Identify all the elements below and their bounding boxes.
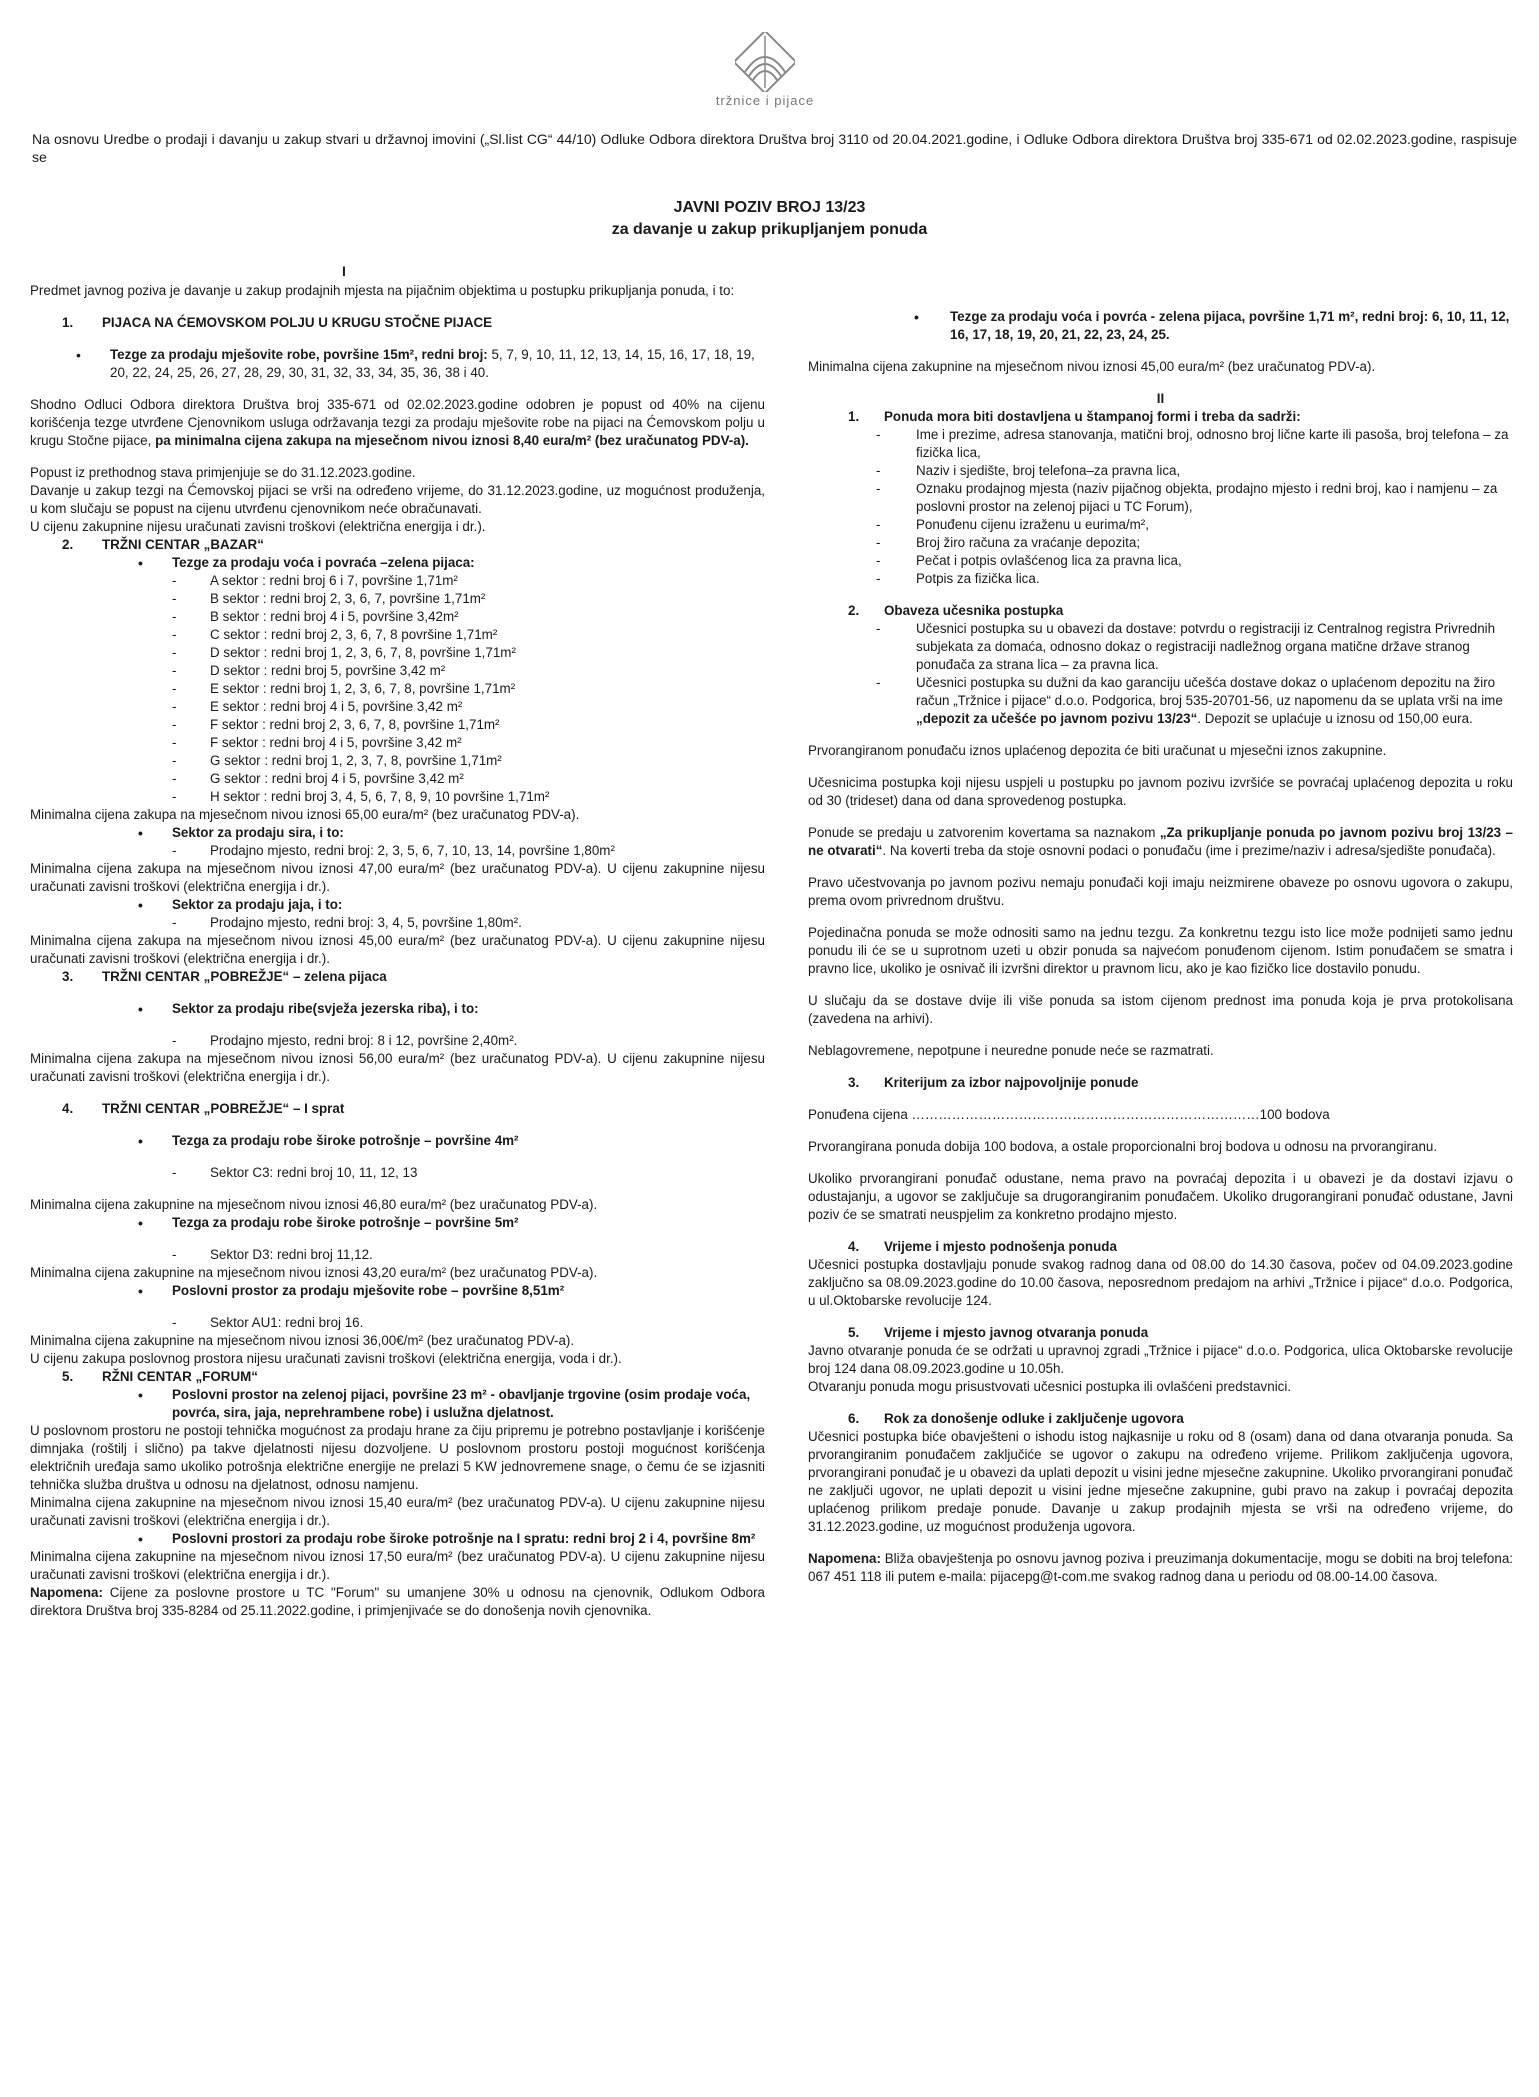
title-line-2: za davanje u zakup prikupljanjem ponuda [611,221,928,238]
section-5-note-text: Cijene za poslovne prostore u TC "Forum" su umanjene 30% u odnosu na cjenovnik, Odlukom Odbora direktora Društva broj 335-8284 od 25.11.2022.godine, i primjenjivaće se do donošenja novih cjenovnika. [30,1585,765,1618]
paragraph-same-price: U slučaju da se dostave dvije ili više ponuda sa istom cijenom prednost ima ponuda koja je prva protokolisana (zavedena na arhivi). [808,993,1513,1026]
section-roman-2: II [1156,391,1165,406]
section-4-heading [30,1100,765,1118]
section-4-min-price-3: Minimalna cijena zakupnine na mjesečnom nivou iznosi 36,00€/m² (bez uračunatog PDV-a). [30,1333,575,1348]
section-2-min-price-3: Minimalna cijena zakupa na mjesečnom nivou iznosi 45,00 eura/m² (bez uračunatog PDV-a). U cijenu zakupnine nijesu uračunati zavisni troškovi (električna energija i dr.). [30,933,765,966]
part-4-title: Vrijeme i mjesto podnošenja ponuda [884,1239,1117,1254]
part-5-heading [808,1324,1513,1342]
voce-bullet: • Tezge za prodaju voća i povrća - zelena pijaca, površine 1,71 m², redni broj: 6, 10, 11, 12, 16, 17, 18, 19, 20, 21, 22, 23, 24, 25. [808,308,1513,344]
section-4-bullet-3: • Poslovni prostor za prodaju mješovite robe – površine 8,51m² [30,1282,765,1300]
part-1-list [808,426,1513,588]
section-2-min-price-2: Minimalna cijena zakupa na mjesečnom nivou iznosi 47,00 eura/m² (bez uračunatog PDV-a). U cijenu zakupnine nijesu uračunati zavisni troškovi (električna energija i dr.). [30,861,765,894]
section-5-paragraph-1: U poslovnom prostoru ne postoji tehnička mogućnost za prodaju hrane za čiju pripremu je potrebno postavljanje i korišćenje dimnjaka (roštilj i slično) pa takve djelatnosti nijesu dozvoljene. U poslovnom prostoru postoji mogućnost korišćenja električnih uređaja samo ukoliko potrošnja električne energije ne prelazi 5 KW jednovremene snage, o čemu će se izjasniti tehnička služba društva u odnosu na djelatnost, odnosu namjenu. [30,1423,765,1492]
section-4-bullet-1: • Tezga za prodaju robe široke potrošnje – površine 4m² [30,1132,765,1150]
section-4-bullet-2: • Tezga za prodaju robe široke potrošnje – površine 5m² [30,1214,765,1232]
sector-item: - B sektor : redni broj 2, 3, 6, 7, površine 1,71m² [30,590,765,608]
part-2-heading [808,602,1513,620]
section-roman-1: I [342,263,346,279]
section-2-bullet-3-item: - Prodajno mjesto, redni broj: 3, 4, 5, površine 1,80m². [30,914,765,932]
section-4-title: TRŽNI CENTAR „POBREŽJE“ – I sprat [102,1101,345,1116]
requirement-item: - Oznaku prodajnog mjesta (naziv pijačnog objekta, prodajno mjesto i redni broj, kao i namjenu – za poslovni prostor na zelenoj pijaci u TC Forum), [808,480,1513,516]
sector-item: - A sektor : redni broj 6 i 7, površine 1,71m² [30,572,765,590]
paragraph-deposit-return: Učesnicima postupka koji nijesu uspjeli u postupku po javnom pozivu izvršiće se povraćaj uplaćenog depozita u roku od 30 (trideset) dana od dana sprovedenog postupka. [808,775,1513,808]
section-2-bullet-2: • Sektor za prodaju sira, i to: [30,824,765,842]
section-1-heading [30,314,765,332]
section-2-bullet-2-item: - Prodajno mjesto, redni broj: 2, 3, 5, 6, 7, 10, 13, 14, površine 1,80m² [30,842,765,860]
part-6-heading [808,1410,1513,1428]
opening-paragraph-2: Otvaranju ponuda mogu prisustvovati učesnici postupka ili ovlašćeni predstavnici. [808,1379,1292,1394]
part-2-number: 2. [848,603,860,618]
section-1-paragraph-4: U cijenu zakupnine nijesu uračunati zavisni troškovi (električna energija i dr.). [30,519,486,534]
paragraph-deposit-credit: Prvorangiranom ponuđaču iznos uplaćenog depozita će biti uračunat u mjesečni iznos zakupnine. [808,743,1387,758]
section-4-min-price-1: Minimalna cijena zakupnine na mjesečnom nivou iznosi 46,80 eura/m² (bez uračunatog PDV-a). [30,1197,598,1212]
section-1-bullet-bold: Tezge za prodaju mješovite robe, površine 15m², redni broj: [110,347,488,362]
requirement-item: - Naziv i sjedište, broj telefona–za pravna lica, [808,462,1513,480]
contact-note-text: Bliža obavještenja po osnovu javnog poziva i preuzimanja dokumentacije, mogu se dobiti na broj telefona: 067 451 118 ili putem e-maila: pijacepg@t-com.me svakog radnog dana u periodu od 08.00-14.00 časova. [808,1551,1513,1584]
sector-item: - F sektor : redni broj 2, 3, 6, 7, 8, površine 1,71m² [30,716,765,734]
part-1-title: Ponuda mora biti dostavljena u štampanoj formi i treba da sadrži: [884,409,1301,424]
part-1-heading [808,408,1513,426]
section-3-heading [30,968,765,986]
section-3-bullet-item: - Prodajno mjesto, redni broj: 8 i 12, površine 2,40m². [30,1032,765,1050]
decision-paragraph: Učesnici postupka biće obavješteni o ishodu istog najkasnije u roku od 8 (osam) dana od dana otvaranja ponuda. Sa prvorangiranim ponuđačem zaključiće se ugovor o zakupu na određeno vrijeme. Prilikom zaključenja ugovora, prvorangirani ponuđač je u obavezi da uplati depozit u visini jedne mjesečne zakupnine. Ukoliko prvorangirani ponuđač ne zaključi ugovor, ne uplati depozit u visini jedne mjesečne zakupnine, gubi pravo na zakup i povraćaj depozita uplaćenog prilikom predaje ponude. Davanje u zakup prodajnih mjesta se vrši na određeno vrijeme, do 31.12.2023.godine, uz mogućnost produženja ugovora. [808,1429,1513,1534]
section-5-title: RŽNI CENTAR „FORUM“ [102,1369,258,1384]
sector-item: - E sektor : redni broj 4 i 5, površine 3,42 m² [30,698,765,716]
sector-item: - D sektor : redni broj 1, 2, 3, 6, 7, 8, površine 1,71m² [30,644,765,662]
criteria-paragraph-1: Prvorangirana ponuda dobija 100 bodova, a ostale proporcionalni broj bodova u odnosu na prvorangiranu. [808,1139,1438,1154]
section-3-bullet: • Sektor za prodaju ribe(svježa jezerska riba), i to: [30,1000,765,1018]
part-6-title: Rok za donošenje odluke i zaključenje ugovora [884,1411,1184,1426]
sector-item: - H sektor : redni broj 3, 4, 5, 6, 7, 8, 9, 10 površine 1,71m² [30,788,765,806]
section-1-number: 1. [62,315,74,330]
section-2-heading [30,536,765,554]
logo-emblem-icon [735,32,795,92]
right-column [808,308,1513,1586]
submission-paragraph: Učesnici postupka dostavljaju ponude svakog radnog dana od 08.00 do 14.30 časova, počev od 04.09.2023.godine zaključno sa 08.09.2023.godine do 10.00 časova, neposrednom predajom na arhivi „Tržnice i pijace“ d.o.o. Podgorica, u ul.Oktobarske revolucije 124. [808,1257,1513,1308]
obligation-item-2-bold: „depozit za učešće po javnom pozivu 13/23“ [916,711,1198,726]
section-5-bullet-1: • Poslovni prostor na zelenoj pijaci, površine 23 m² - obavljanje trgovine (osim prodaje voća, povrća, sira, jaja, neprehrambene robe) i uslužna djelatnost. [30,1386,765,1422]
paragraph-single-offer: Pojedinačna ponuda se može odnositi samo na jednu tezgu. Za konkretnu tezgu isto lice može podnijeti samo jednu ponudu ili će se u suprotnom uzeti u obzir ponuda sa najvećom ponuđenom cijenom. Istim ponuđačem se smatra i pravno lice, ukoliko je osnivač ili izvršni direktor u pravnom licu, ako je kao fizičko lice dostavilo ponudu. [808,925,1513,976]
part-2-title: Obaveza učesnika postupka [884,603,1064,618]
section-1-discount-paragraph [30,396,765,450]
part-3-heading [808,1074,1513,1092]
part-4-heading [808,1238,1513,1256]
section-5-min-price-1: Minimalna cijena zakupnine na mjesečnom nivou iznosi 15,40 eura/m² (bez uračunatog PDV-a). U cijenu zakupnine nijesu uračunati zavisni troškovi (električna energija i dr.). [30,1495,765,1528]
section-4-bullet-3-item: - Sektor AU1: redni broj 16. [30,1314,765,1332]
section-2-min-price-1: Minimalna cijena zakupa na mjesečnom nivou iznosi 65,00 eura/m² (bez uračunatog PDV-a). [30,807,580,822]
section-4-min-price-2: Minimalna cijena zakupnine na mjesečnom nivou iznosi 43,20 eura/m² (bez uračunatog PDV-a). [30,1265,598,1280]
section-2-bullet-3: • Sektor za prodaju jaja, i to: [30,896,765,914]
logo-text: tržnice i pijace [715,93,815,108]
requirement-item: - Ime i prezime, adresa stanovanja, matični broj, odnosno broj lične karte ili pasoša, broj telefona – za fizička lica, [808,426,1513,462]
predmet-paragraph: Predmet javnog poziva je davanje u zakup prodajnih mjesta na pijačnim objektima u postupku prikupljanja ponuda, i to: [30,283,735,298]
part-5-title: Vrijeme i mjesto javnog otvaranja ponuda [884,1325,1149,1340]
section-3-number: 3. [62,969,74,984]
paragraph-envelope-end: . Na koverti treba da stoje osnovni podaci o ponuđaču (ime i prezime/naziv i adresa/sjedište ponuđača). [882,843,1496,858]
document-title [0,197,1539,241]
part-4-number: 4. [848,1239,860,1254]
opening-paragraph-1: Javno otvaranje ponuda će se održati u upravnoj zgradi „Tržnice i pijace“ d.o.o. Podgorica, ulica Oktobarske revolucije broj 124 dana 08.09.2023.godine u 10.05h. [808,1343,1513,1376]
paragraph-late-offers: Neblagovremene, nepotpune i neuredne ponude neće se razmatrati. [808,1043,1214,1058]
obligation-item-2 [808,674,1513,728]
section-5-note-label: Napomena: [30,1585,103,1600]
section-2-sector-list [30,572,765,806]
part-5-number: 5. [848,1325,860,1340]
section-4-bullet-1-item: - Sektor C3: redni broj 10, 11, 12, 13 [30,1164,765,1182]
paragraph-envelope-text: Ponude se predaju u zatvorenim kovertama sa naznakom [808,825,1160,840]
requirement-item: - Broj žiro računa za vraćanje depozita; [808,534,1513,552]
section-5-heading [30,1368,765,1386]
obligation-item-2-text: Učesnici postupka su dužni da kao garanciju učešća dostave dokaz o uplaćenom depozitu na žiro račun „Tržnice i pijace“ d.o.o. Podgorica, broj 535-20701-56, uz napomenu da se uplata vrši na ime [916,675,1503,708]
criteria-paragraph-2: Ukoliko prvorangirani ponuđač odustane, nema pravo na povraćaj depozita i u obavezi je da dostavi izjavu o odustajanju, a ugovor se zaključuje sa drugorangiranim ponuđačem. Ukoliko drugorangirani ponuđač odustane, Javni poziv će se smatrati neuspjelim za konkretno prodajno mjesto. [808,1171,1513,1222]
sector-item: - C sektor : redni broj 2, 3, 6, 7, 8 površine 1,71m² [30,626,765,644]
section-5-min-price-2: Minimalna cijena zakupnine na mjesečnom nivou iznosi 17,50 eura/m² (bez uračunatog PDV-a). U cijenu zakupnine nijesu uračunati zavisni troškovi (električna energija i dr.). [30,1549,765,1582]
section-4-bullet-2-item: - Sektor D3: redni broj 11,12. [30,1246,765,1264]
intro-paragraph: Na osnovu Uredbe o prodaji i davanju u zakup stvari u državnoj imovini („Sl.list CG“ 44/10) Odluke Odbora direktora Društva broj 3110 od 20.04.2021.godine, i Odluke Odbora direktora Društva broj 335-671 od 02.02.2023.godine, raspisuje se [32,131,1517,165]
company-logo [700,32,830,110]
title-line-1: JAVNI POZIV BROJ 13/23 [673,199,866,216]
left-column [30,282,765,1620]
paragraph-envelope [808,824,1513,860]
sector-item: - F sektor : redni broj 4 i 5, površine 3,42 m² [30,734,765,752]
contact-note-label: Napomena: [808,1551,881,1566]
section-2-title: TRŽNI CENTAR „BAZAR“ [102,537,264,552]
part-3-number: 3. [848,1075,860,1090]
sector-item: - E sektor : redni broj 1, 2, 3, 6, 7, 8, površine 1,71m² [30,680,765,698]
section-5-bullet-2: • Poslovni prostori za prodaju robe široke potrošnje na I spratu: redni broj 2 i 4, površine 8m² [30,1530,765,1548]
sector-item: - D sektor : redni broj 5, površine 3,42 m² [30,662,765,680]
part-3-title: Kriterijum za izbor najpovoljnije ponude [884,1075,1139,1090]
section-1-discount-text: Shodno Odluci Odbora direktora Društva broj 335-671 od 02.02.2023.godine odobren je popust od 40% na cijenu korišćenja tezge utvrđene Cjenovnikom usluga održavanja tezgi za prodaju mješovite robe na pijaci na Ćemovskom polju u krugu Stočne pijace, [30,397,765,448]
section-3-title: TRŽNI CENTAR „POBREŽJE“ – zelena pijaca [102,969,387,984]
section-1-bullet-rest: 5, 7, 9, 10, 11, 12, 13, 14, 15, 16, 17, 18, 19, 20, 22, 24, 25, 26, 27, 28, 29, 30, 31, 32, 33, 34, 35, 36, 38 i 40. [110,347,755,380]
part-1-number: 1. [848,409,860,424]
sector-item: - B sektor : redni broj 4 i 5, površine 3,42m² [30,608,765,626]
requirement-item: - Potpis za fizička lica. [808,570,1513,588]
section-1-paragraph-3: Davanje u zakup tezgi na Ćemovskoj pijaci se vrši na određeno vrijeme, do 31.12.2023.godine, uz mogućnost produženja, u kom slučaju se popust na cijenu utvrđenu cjenovnikom neće obračunavati. [30,483,765,516]
paragraph-envelope-bold: „Za prikupljanje ponuda po javnom pozivu broj 13/23 – ne otvarati“ [808,825,1513,858]
section-2-bullet-1: • Tezge za prodaju voća i povraća –zelena pijaca: [30,554,765,572]
criteria-line: Ponuđena cijena ……………………………………………………………………100 bodova [808,1107,1330,1122]
contact-note [808,1550,1513,1586]
section-1-discount-bold: pa minimalna cijena zakupa na mjesečnom nivou iznosi 8,40 eura/m² (bez uračunatog PDV-a). [155,433,749,448]
section-1-paragraph-2: Popust iz prethodnog stava primjenjuje se do 31.12.2023.godine. [30,465,416,480]
voce-min-price: Minimalna cijena zakupnine na mjesečnom nivou iznosi 45,00 eura/m² (bez uračunatog PDV-a). [808,359,1376,374]
section-1-bullet [30,346,765,382]
part-6-number: 6. [848,1411,860,1426]
paragraph-eligibility: Pravo učestvovanja po javnom pozivu nemaju ponuđači koji imaju neizmirene obaveze po osnovu ugovora o zakupu, prema ovom privrednom društvu. [808,875,1513,908]
section-5-number: 5. [62,1369,74,1384]
section-1-title: PIJACA NA ĆEMOVSKOM POLJU U KRUGU STOČNE PIJACE [102,315,493,330]
obligation-item-1: - Učesnici postupka su u obavezi da dostave: potvrdu o registraciji iz Centralnog registra Privrednih subjekata za domaća, odnosno dokaz o registraciji nadležnog organa matične države stranog ponuđača za strana lica – za pravna lica. [808,620,1513,674]
section-4-number: 4. [62,1101,74,1116]
obligation-item-2-end: . Depozit se uplaćuje u iznosu od 150,00 eura. [1197,711,1473,726]
section-3-min-price: Minimalna cijena zakupa na mjesečnom nivou iznosi 56,00 eura/m² (bez uračunatog PDV-a). U cijenu zakupnine nijesu uračunati zavisni troškovi (električna energija i dr.). [30,1051,765,1084]
section-5-note [30,1584,765,1620]
requirement-item: - Pečat i potpis ovlašćenog lica za pravna lica, [808,552,1513,570]
sector-item: - G sektor : redni broj 1, 2, 3, 7, 8, površine 1,71m² [30,752,765,770]
sector-item: - G sektor : redni broj 4 i 5, površine 3,42 m² [30,770,765,788]
section-4-paragraph: U cijenu zakupa poslovnog prostora nijesu uračunati zavisni troškovi (električna energija, voda i dr.). [30,1351,622,1366]
requirement-item: - Ponuđenu cijenu izraženu u eurima/m², [808,516,1513,534]
section-2-number: 2. [62,537,74,552]
